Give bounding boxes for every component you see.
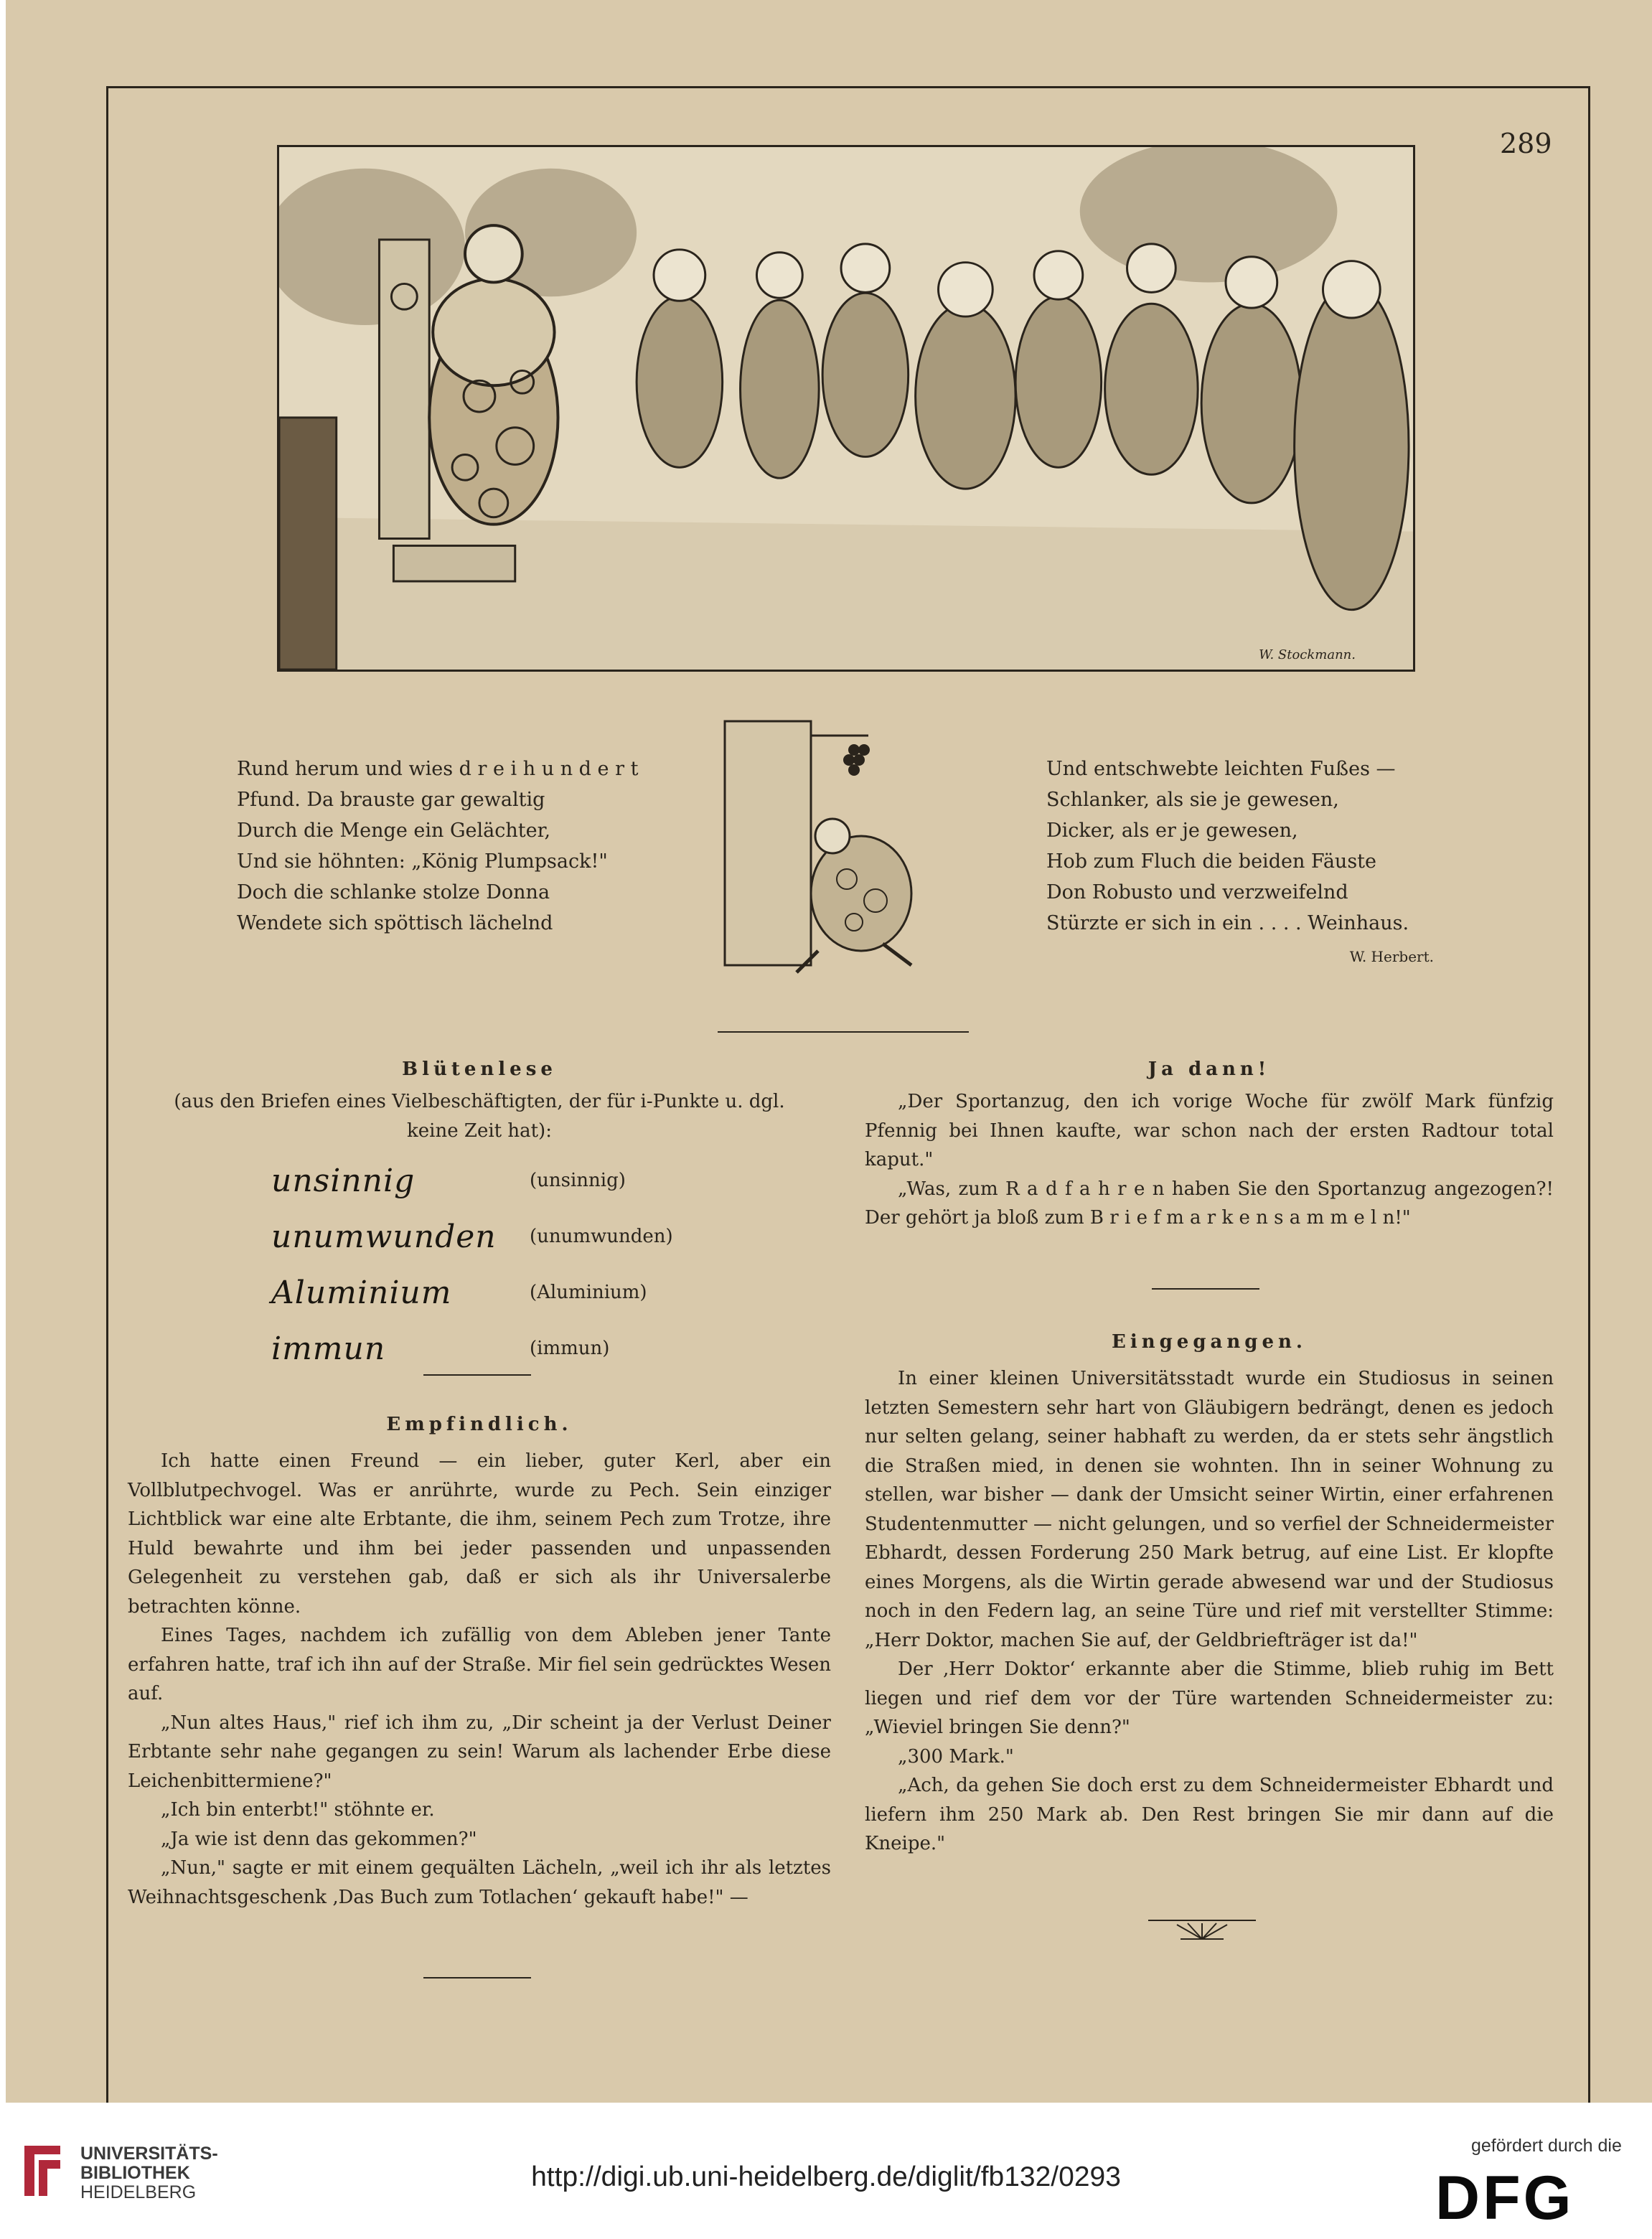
permalink-url[interactable]: http://digi.ub.uni-heidelberg.de/diglit/fb132/0293 (531, 2161, 1121, 2192)
story-paragraph: „Ach, da gehen Sie doch erst zu dem Schneidermeister Ebhardt und liefern ihm 250 Mark ab. Den Rest bringen Sie mir dann auf die Kneipe." (865, 1775, 1554, 1854)
poem-line: Doch die schlanke stolze Donna (237, 881, 550, 903)
vignette-illustration (710, 707, 969, 994)
printed-word: (unsinnig) (530, 1170, 626, 1191)
poem-left-stanza (237, 754, 696, 939)
story-paragraph: „Der Sportanzug, den ich vorige Woche für zwölf Mark fünfzig Pfennig bei Ihnen kaufte, war schon nach der ersten Radtour total kaput." (865, 1091, 1554, 1170)
story-paragraph: „Ja wie ist denn das gekommen?" (161, 1828, 477, 1850)
dfg-logo: DFG (1435, 2164, 1574, 2233)
main-illustration (277, 145, 1415, 672)
bluetenlese-heading: Blütenlese (402, 1059, 557, 1080)
page-number: 289 (1500, 128, 1552, 159)
story-paragraph: „Was, zum R a d f a h r e n haben Sie den Sportanzug angezogen?! Der gehört ja bloß zum B r i e f m a r k e n s a m m e l n!" (865, 1178, 1554, 1229)
script-word-row (128, 1264, 831, 1320)
footer-bar (0, 2103, 1652, 2239)
funding-caption: gefördert durch die (1471, 2136, 1622, 2156)
printed-word: (unumwunden) (530, 1226, 673, 1247)
ornament-icon (1148, 1918, 1256, 1946)
poem-right-stanza (1046, 754, 1448, 972)
empfindlich-heading: Empfindlich. (386, 1414, 573, 1435)
handwritten-word: Aluminium (271, 1274, 452, 1311)
eingegangen-heading: Eingegangen. (1112, 1331, 1307, 1353)
poem-line: Durch die Menge ein Gelächter, (237, 820, 551, 842)
bluetenlese-intro: (aus den Briefen eines Vielbeschäftigten, der für i-Punkte u. dgl. keine Zeit hat): (174, 1091, 785, 1142)
ja-dann-section (865, 1059, 1554, 1233)
story-paragraph: Ich hatte einen Freund — ein lieber, guter Kerl, aber ein Vollblutpechvogel. Was er anrührte, wurde zu Pech. Sein einziger Lichtblick war eine alte Erbtante, die ihm, seinem Pech zum Trotze, ihre Huld bewahrte und ihm bei jeder passenden und unpassenden Gelegenheit zu verstehen gab, daß er sich als ihr Universalerbe betrachten könne. (128, 1450, 831, 1618)
story-paragraph: „Ich bin enterbt!" stöhnte er. (161, 1799, 435, 1821)
printed-word: (Aluminium) (530, 1282, 647, 1303)
poem-line: Stürzte er sich in ein . . . . Weinhaus. (1046, 912, 1409, 934)
university-library-name: UNIVERSITÄTS- BIBLIOTHEK HEIDELBERG (80, 2144, 218, 2202)
handwritten-word: immun (271, 1330, 386, 1367)
poem-line: Rund herum und wies d r e i h u n d e r t (237, 758, 639, 780)
empfindlich-section (128, 1414, 831, 1912)
artist-signature: W. Stockmann. (1259, 647, 1356, 662)
poem-line: Dicker, als er je gewesen, (1046, 820, 1298, 842)
section-divider (718, 1031, 969, 1033)
handwritten-word: unumwunden (271, 1218, 497, 1255)
script-word-row (128, 1320, 831, 1376)
section-divider (1152, 1288, 1259, 1290)
poem-author: W. Herbert. (1349, 948, 1434, 965)
script-word-list (128, 1153, 831, 1376)
script-word-row (128, 1153, 831, 1208)
handwritten-word: unsinnig (271, 1162, 416, 1199)
poem-line: Don Robusto und verzweifelnd (1046, 881, 1348, 903)
poem-line: Und sie höhnten: „König Plumpsack!" (237, 850, 608, 873)
section-divider (423, 1374, 531, 1376)
bluetenlese-section (128, 1059, 831, 1376)
story-paragraph: „Nun," sagte er mit einem gequälten Lächeln, „weil ich ihr als letztes Weihnachtsgeschenk ‚Das Buch zum Totlachen‘ gekauft habe!" — (128, 1857, 831, 1908)
section-divider (423, 1977, 531, 1979)
story-paragraph: Eines Tages, nachdem ich zufällig von dem Ableben jener Tante erfahren hatte, traf ich ihn auf der Straße. Mir fiel sein gedrücktes Wesen auf. (128, 1625, 831, 1704)
eingegangen-section (865, 1331, 1554, 1859)
poem-line: Wendete sich spöttisch lächelnd (237, 912, 553, 934)
story-paragraph: „300 Mark." (898, 1745, 1014, 1768)
poem-line: Und entschwebte leichten Fußes — (1046, 758, 1396, 780)
script-word-row (128, 1208, 831, 1264)
poem-line: Hob zum Fluch die beiden Fäuste (1046, 850, 1377, 873)
crowd-scene-drawing (279, 147, 1413, 670)
story-paragraph: „Nun altes Haus," rief ich ihm zu, „Dir scheint ja der Verlust Deiner Erbtante sehr nahe gegangen zu sein! Warum als lachender Erbe diese Leichenbittermiene?" (128, 1712, 831, 1792)
poem-line: Pfund. Da brauste gar gewaltig (237, 789, 545, 811)
story-paragraph: In einer kleinen Universitätsstadt wurde ein Studiosus in seinen letzten Semestern sehr hart von Gläubigern bedrängt, denen es jedoch nur selten gelang, seiner habhaft zu werden, da er stets sehr ängstlich die Straßen mied, in denen sie wohnten. Ihn in seiner Wohnung zu stellen, war bisher — dank der Umsicht seiner Wirtin, einer erfahrenen Studentenmutter — nicht gelungen, und so verfiel der Schneidermeister Ebhardt, dessen Forderung 250 Mark betrug, auf eine List. Er klopfte eines Morgens, als die Wirtin gerade abwesend war und der Studiosus noch in den Federn lag, an seine Türe und rief mit verstellter Stimme: „Herr Doktor, machen Sie auf, der Geldbriefträger ist da!" (865, 1368, 1554, 1651)
weinhaus-vignette-drawing (710, 707, 969, 994)
ja-dann-heading: Ja dann! (1148, 1059, 1271, 1080)
poem-line: Schlanker, als sie je gewesen, (1046, 789, 1339, 811)
story-paragraph: Der ‚Herr Doktor‘ erkannte aber die Stimme, blieb ruhig im Bett liegen und rief dem vor der Türe wartenden Schneidermeister zu: „Wieviel bringen Sie denn?" (865, 1658, 1554, 1738)
printed-word: (immun) (530, 1338, 610, 1359)
